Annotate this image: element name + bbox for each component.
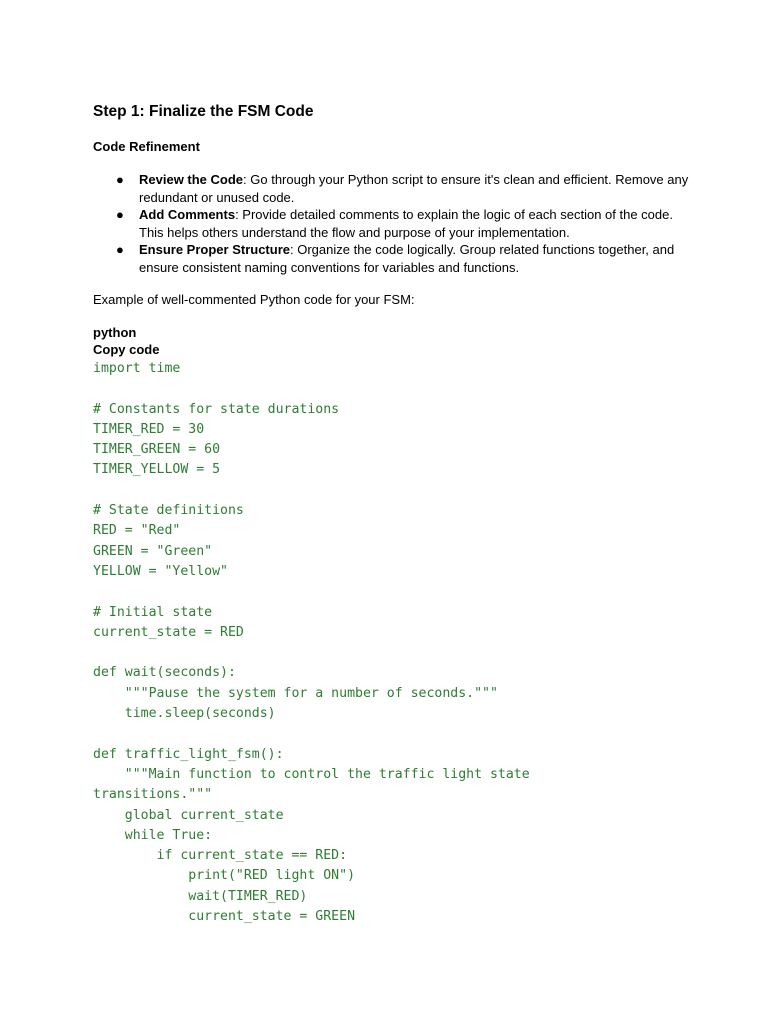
code-line: wait(TIMER_RED) <box>93 888 308 904</box>
code-line <box>93 379 530 399</box>
code-line: # State definitions <box>93 503 244 519</box>
list-item-title: Review the Code <box>139 172 244 187</box>
bullet-list <box>93 171 693 276</box>
code-line: print("RED light ON") <box>93 868 356 884</box>
code-line: current_state = RED <box>93 624 244 640</box>
code-line: def wait(seconds): <box>93 665 236 681</box>
code-line: TIMER_GREEN = 60 <box>93 442 221 458</box>
list-item-text: : Go through your Python script to ensure it's clean and efficient. Remove any redundant or unused code. <box>139 172 689 205</box>
page-title: Step 1: Finalize the FSM Code <box>93 103 314 120</box>
code-line: TIMER_YELLOW = 5 <box>93 462 221 478</box>
list-item-text: : Organize the code logically. Group related functions together, and ensure consistent naming conventions for variables and functions. <box>139 242 675 275</box>
code-block <box>93 359 530 927</box>
code-line: GREEN = "Green" <box>93 543 213 559</box>
code-line: if current_state == RED: <box>93 848 348 864</box>
code-line: transitions.""" <box>93 787 213 803</box>
code-language-label: python <box>93 325 137 340</box>
list-item-title: Add Comments <box>139 207 236 222</box>
code-line: while True: <box>93 827 213 843</box>
code-line <box>93 643 530 663</box>
list-item-title: Ensure Proper Structure <box>139 242 290 257</box>
code-line: time.sleep(seconds) <box>93 706 276 722</box>
code-line: # Constants for state durations <box>93 401 340 417</box>
code-line: import time <box>93 361 181 376</box>
code-line <box>93 481 530 501</box>
bullet-icon: ● <box>116 207 124 222</box>
code-line: # Initial state <box>93 604 213 620</box>
list-item <box>93 206 693 241</box>
code-line: global current_state <box>93 807 284 823</box>
example-intro: Example of well-commented Python code for your FSM: <box>93 292 415 307</box>
code-line: RED = "Red" <box>93 523 181 539</box>
list-item-text: : Provide detailed comments to explain the logic of each section of the code. This helps others understand the flow and purpose of your implementation. <box>139 207 673 240</box>
code-line: TIMER_RED = 30 <box>93 421 205 437</box>
bullet-icon: ● <box>116 172 124 187</box>
list-item <box>93 241 693 276</box>
list-item <box>93 171 693 206</box>
code-line: """Main function to control the traffic light state <box>93 766 530 782</box>
bullet-icon: ● <box>116 242 124 257</box>
section-subheading: Code Refinement <box>93 139 200 154</box>
code-line <box>93 582 530 602</box>
code-line: def traffic_light_fsm(): <box>93 746 284 762</box>
code-line: """Pause the system for a number of seconds.""" <box>93 685 498 701</box>
code-line: current_state = GREEN <box>93 909 356 925</box>
code-line: YELLOW = "Yellow" <box>93 563 228 579</box>
code-line <box>93 724 530 744</box>
copy-code-button[interactable]: Copy code <box>93 342 160 357</box>
